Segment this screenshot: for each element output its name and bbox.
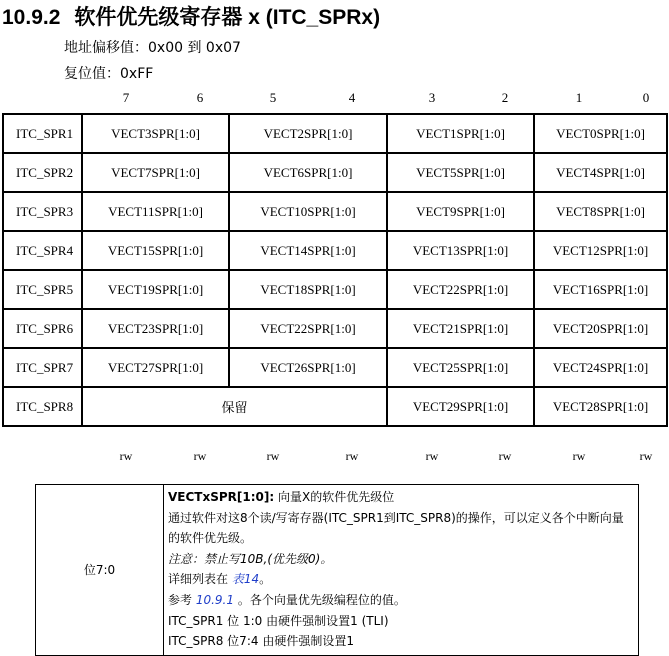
field-cell: VECT22SPR[1:0] <box>387 270 534 309</box>
access-label: rw <box>572 449 586 463</box>
field-cell: VECT28SPR[1:0] <box>534 387 667 426</box>
access-label: rw <box>119 449 133 463</box>
access-label: rw <box>498 449 512 463</box>
access-label: rw <box>266 449 280 463</box>
description-detail <box>168 569 634 590</box>
section-title: 软件优先级寄存器 x (ITC_SPRx) <box>74 6 381 29</box>
field-cell: VECT23SPR[1:0] <box>82 309 229 348</box>
field-cell: VECT29SPR[1:0] <box>387 387 534 426</box>
field-cell: VECT12SPR[1:0] <box>534 231 667 270</box>
bit-number-row <box>0 90 669 108</box>
field-cell: VECT21SPR[1:0] <box>387 309 534 348</box>
register-name: ITC_SPR8 <box>3 387 82 426</box>
register-map-table <box>2 113 668 427</box>
field-cell: VECT10SPR[1:0] <box>229 192 387 231</box>
register-row <box>3 114 667 153</box>
field-cell: VECT11SPR[1:0] <box>82 192 229 231</box>
field-name: VECTxSPR[1:0]: <box>168 490 275 504</box>
field-cell: VECT4SPR[1:0] <box>534 153 667 192</box>
register-name: ITC_SPR4 <box>3 231 82 270</box>
description-reference <box>168 590 634 611</box>
description-note: 注意：禁止写10B,(优先级0)。 <box>168 551 333 566</box>
field-cell: VECT20SPR[1:0] <box>534 309 667 348</box>
bit-number: 3 <box>428 90 436 105</box>
field-cell: VECT27SPR[1:0] <box>82 348 229 387</box>
description-paragraph: 通过软件对这8个读/写寄存器(ITC_SPR1到ITC_SPR8)的操作，可以定义各个中断向量的软件优先级。 <box>168 510 624 546</box>
access-row <box>0 449 669 465</box>
field-cell: VECT1SPR[1:0] <box>387 114 534 153</box>
field-cell: VECT16SPR[1:0] <box>534 270 667 309</box>
field-cell: VECT25SPR[1:0] <box>387 348 534 387</box>
field-cell: VECT6SPR[1:0] <box>229 153 387 192</box>
bit-number: 6 <box>196 90 204 105</box>
field-cell: VECT22SPR[1:0] <box>229 309 387 348</box>
register-name: ITC_SPR7 <box>3 348 82 387</box>
field-cell: VECT5SPR[1:0] <box>387 153 534 192</box>
access-label: rw <box>345 449 359 463</box>
field-cell: VECT2SPR[1:0] <box>229 114 387 153</box>
field-cell: VECT18SPR[1:0] <box>229 270 387 309</box>
register-name: ITC_SPR2 <box>3 153 82 192</box>
register-name: ITC_SPR6 <box>3 309 82 348</box>
field-title: 向量X的软件优先级位 <box>274 490 395 504</box>
field-cell: VECT13SPR[1:0] <box>387 231 534 270</box>
detail-prefix: 详细列表在 <box>168 572 232 587</box>
field-cell: VECT7SPR[1:0] <box>82 153 229 192</box>
access-label: rw <box>425 449 439 463</box>
register-name: ITC_SPR3 <box>3 192 82 231</box>
address-offset: 地址偏移值：0x00 到 0x07 <box>64 40 241 56</box>
description-title <box>168 487 634 508</box>
bit-number: 5 <box>269 90 277 105</box>
hardware-note: ITC_SPR8 位7:4 由硬件强制设置1 <box>168 634 354 649</box>
register-row <box>3 309 667 348</box>
field-cell: VECT8SPR[1:0] <box>534 192 667 231</box>
access-label: rw <box>639 449 653 463</box>
register-row <box>3 387 667 426</box>
register-row <box>3 270 667 309</box>
bit-range: 位7:0 <box>36 485 164 656</box>
field-cell: VECT15SPR[1:0] <box>82 231 229 270</box>
register-row <box>3 231 667 270</box>
field-cell: VECT3SPR[1:0] <box>82 114 229 153</box>
bit-number: 1 <box>575 90 583 105</box>
bit-number: 7 <box>122 90 130 105</box>
bit-number: 4 <box>348 90 356 105</box>
register-row <box>3 192 667 231</box>
reserved-cell: 保留 <box>82 387 387 426</box>
bit-number: 2 <box>501 90 509 105</box>
field-cell: VECT0SPR[1:0] <box>534 114 667 153</box>
reference-prefix: 参考 <box>168 592 196 607</box>
bit-description-table <box>35 484 639 656</box>
section-link[interactable]: 10.9.1 <box>195 592 234 607</box>
description-row <box>36 485 639 656</box>
reference-suffix: 。各个向量优先级编程位的值。 <box>234 592 406 607</box>
bit-number: 0 <box>642 90 650 105</box>
field-cell: VECT19SPR[1:0] <box>82 270 229 309</box>
hardware-note: ITC_SPR1 位 1:0 由硬件强制设置1 (TLI) <box>168 613 389 628</box>
description-body <box>164 485 639 656</box>
field-cell: VECT9SPR[1:0] <box>387 192 534 231</box>
register-row <box>3 348 667 387</box>
access-label: rw <box>193 449 207 463</box>
field-cell: VECT14SPR[1:0] <box>229 231 387 270</box>
section-number: 10.9.2 <box>2 6 61 29</box>
register-name: ITC_SPR1 <box>3 114 82 153</box>
field-cell: VECT24SPR[1:0] <box>534 348 667 387</box>
table-link[interactable]: 表14 <box>231 572 260 587</box>
reset-value: 复位值：0xFF <box>64 66 154 82</box>
register-row <box>3 153 667 192</box>
field-cell: VECT26SPR[1:0] <box>229 348 387 387</box>
section-heading <box>2 1 380 31</box>
register-name: ITC_SPR5 <box>3 270 82 309</box>
detail-suffix: 。 <box>259 572 272 587</box>
